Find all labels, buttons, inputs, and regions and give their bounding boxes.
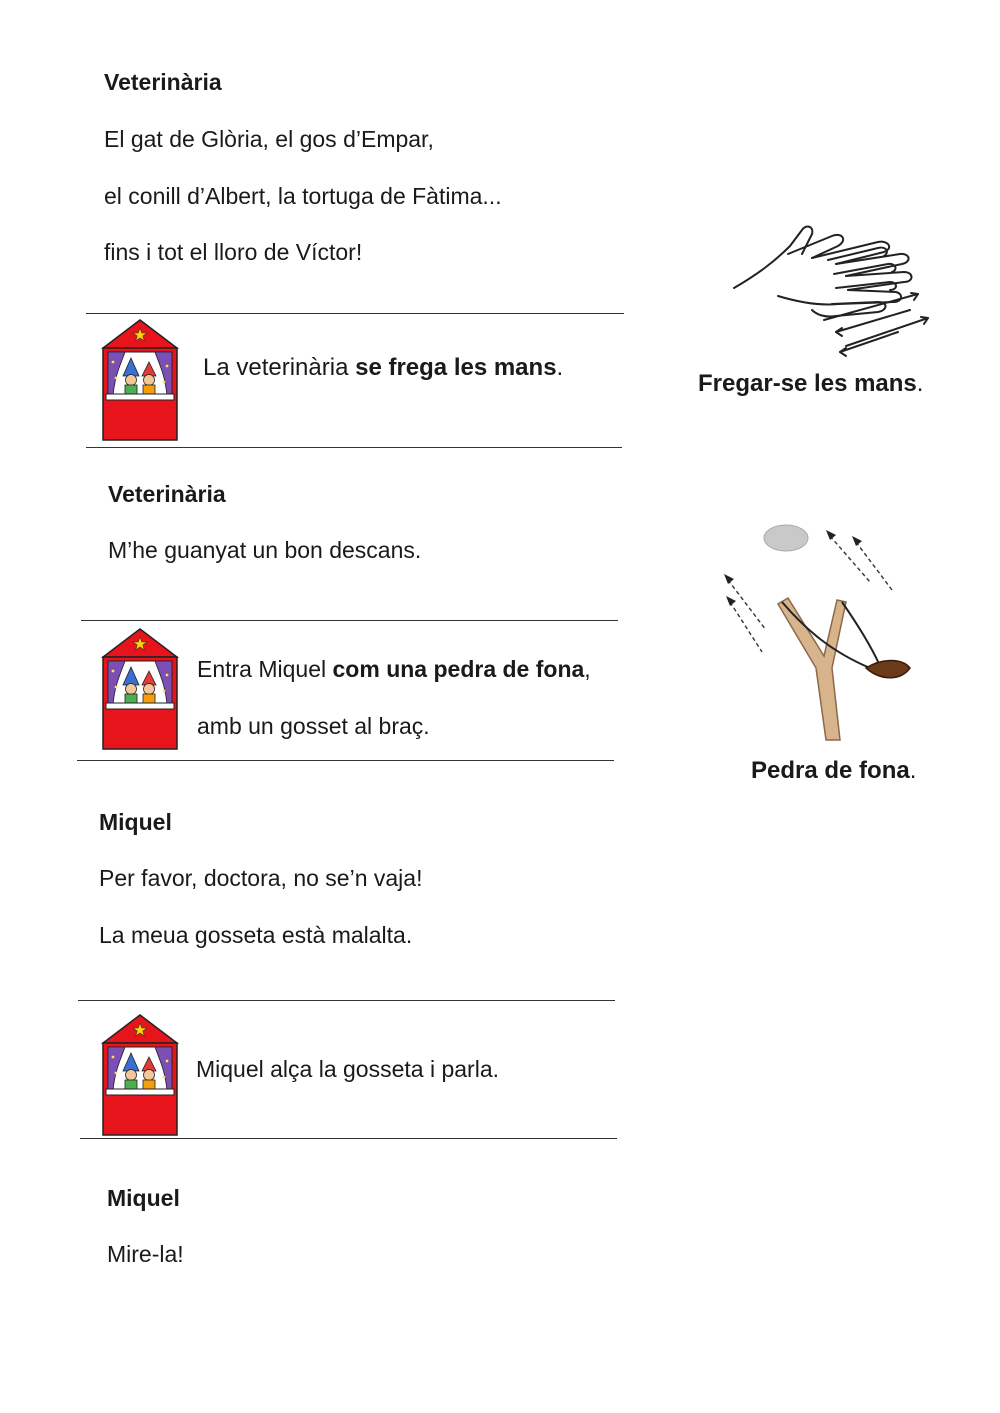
glossary-caption [698, 369, 923, 399]
stage-direction-emphasis: se frega les mans [355, 354, 557, 381]
puppet-theater-icon [101, 318, 179, 442]
rubbing-hands-icon [728, 218, 938, 360]
divider [81, 620, 618, 621]
speaker-label: Miquel [99, 809, 172, 835]
dialogue-line: el conill d’Albert, la tortuga de Fàtima... [104, 183, 502, 209]
puppet-theater-icon [101, 1013, 179, 1137]
glossary-term: Pedra de fona [751, 757, 910, 784]
stage-direction [197, 655, 591, 683]
speaker-label: Veterinària [108, 481, 226, 507]
glossary-term: Fregar-se les mans [698, 370, 917, 397]
stage-direction-line: amb un gosset al braç. [197, 713, 430, 739]
divider [86, 313, 624, 314]
dialogue-line: Mire-la! [107, 1241, 184, 1267]
stage-direction-text: , [584, 656, 591, 682]
glossary-caption [751, 756, 916, 786]
stage-direction-text: La veterinària [203, 354, 356, 381]
stage-direction-emphasis: com una pedra de fona [332, 656, 585, 682]
dialogue-line: La meua gosseta està malalta. [99, 922, 413, 948]
speaker-label: Veterinària [104, 69, 222, 95]
glossary-term-suffix: . [909, 757, 917, 784]
stage-direction: Miquel alça la gosseta i parla. [196, 1056, 499, 1082]
glossary-term-suffix: . [916, 370, 924, 397]
divider [80, 1138, 617, 1139]
stage-direction-text: Entra Miquel [197, 656, 333, 682]
stage-direction-text: . [556, 354, 564, 381]
divider [78, 1000, 615, 1001]
dialogue-line: fins i tot el lloro de Víctor! [104, 239, 363, 265]
puppet-theater-icon [101, 627, 179, 751]
dialogue-line: El gat de Glòria, el gos d’Empar, [104, 126, 434, 152]
dialogue-line: M’he guanyat un bon descans. [108, 537, 422, 563]
dialogue-line: Per favor, doctora, no se’n vaja! [99, 865, 423, 891]
divider [77, 760, 614, 761]
divider [86, 447, 622, 448]
stage-direction [203, 354, 563, 382]
speaker-label: Miquel [107, 1185, 180, 1211]
slingshot-icon [720, 518, 920, 743]
